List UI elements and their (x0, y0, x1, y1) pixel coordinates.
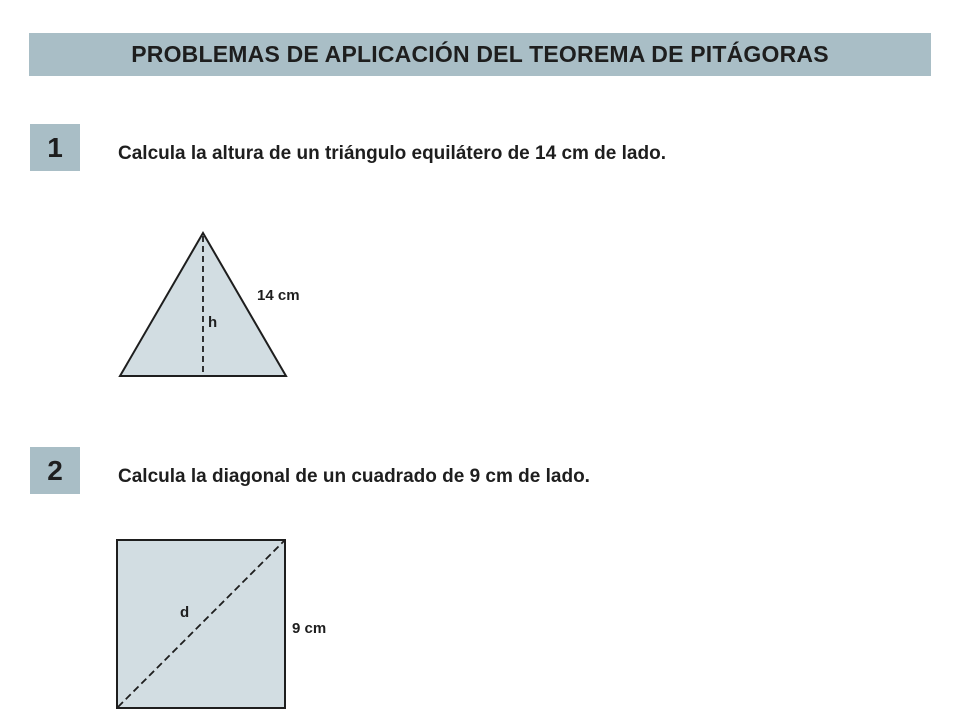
square-diagonal-label: d (180, 604, 190, 621)
square-figure (117, 540, 326, 708)
problem-1-number-badge: 1 (30, 124, 80, 171)
problem-1-statement: Calcula la altura de un triángulo equilátero de 14 cm de lado. (118, 143, 666, 164)
equilateral-triangle-shape (120, 233, 286, 376)
square-side-label: 9 cm (292, 620, 327, 637)
page-title: PROBLEMAS DE APLICACIÓN DEL TEOREMA DE PITÁGORAS (131, 41, 829, 67)
problem-2-number-badge: 2 (30, 447, 80, 494)
triangle-figure (120, 233, 300, 376)
problem-2-statement: Calcula la diagonal de un cuadrado de 9 cm de lado. (118, 466, 590, 487)
triangle-height-label: h (208, 314, 218, 331)
triangle-side-label: 14 cm (257, 287, 300, 304)
